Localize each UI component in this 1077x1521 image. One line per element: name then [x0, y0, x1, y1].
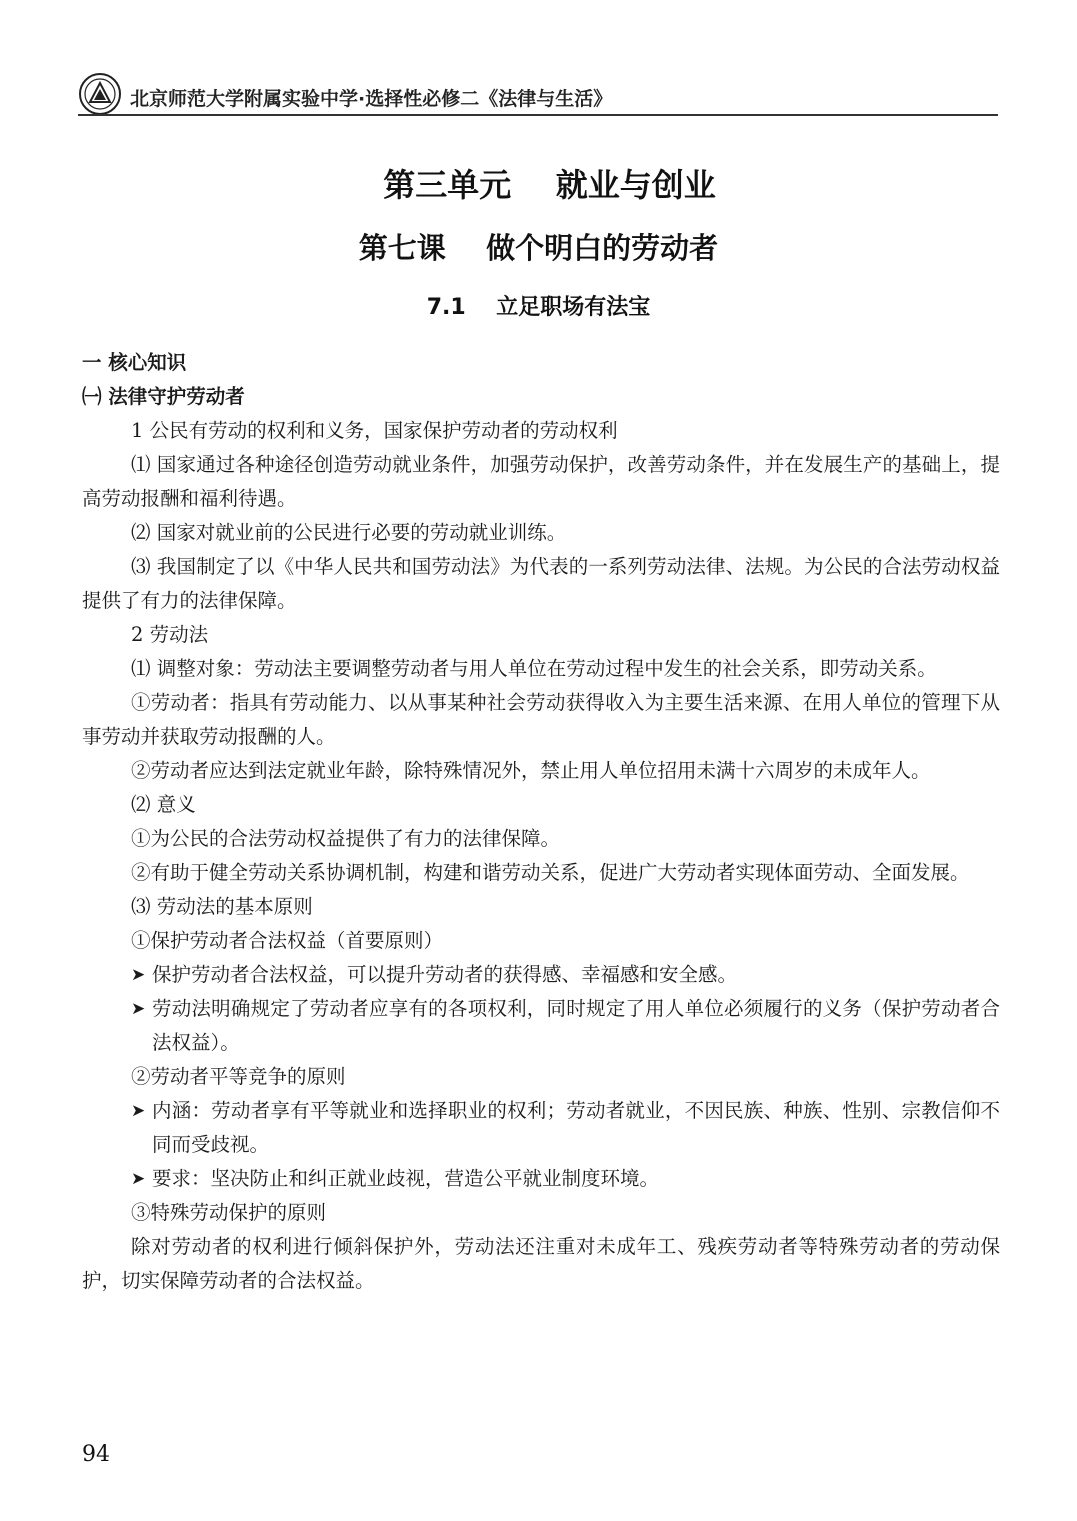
bullet-text: 内涵：劳动者享有平等就业和选择职业的权利；劳动者就业，不因民族、种族、性别、宗教信仰不同而受歧视。 — [152, 1099, 1000, 1156]
paragraph-1-1: ⑴ 国家通过各种途径创造劳动就业条件，加强劳动保护，改善劳动条件，并在发展生产的基础上，提高劳动报酬和福利待遇。 — [82, 453, 1000, 510]
page-content — [82, 346, 1000, 1298]
paragraph-last: 除对劳动者的权利进行倾斜保护外，劳动法还注重对未成年工、残疾劳动者等特殊劳动者的劳动保护，切实保障劳动者的合法权益。 — [82, 1235, 1000, 1292]
arrow-bullet-icon: ➤ — [131, 965, 146, 985]
heading-core-knowledge: 一 核心知识 — [82, 351, 187, 374]
heading-law-protects-workers: ㈠ 法律守护劳动者 — [82, 385, 245, 408]
item-1: 1 公民有劳动的权利和义务，国家保护劳动者的劳动权利 — [131, 419, 618, 442]
lesson-title: 第七课 做个明白的劳动者 — [358, 231, 719, 265]
bullet-item — [82, 1162, 1000, 1196]
bullet-item — [82, 958, 1000, 992]
paragraph-2-2b: ②有助于健全劳动关系协调机制，构建和谐劳动关系，促进广大劳动者实现体面劳动、全面发展。 — [131, 861, 970, 884]
principle-2: ②劳动者平等竞争的原则 — [131, 1065, 346, 1088]
header-title: 北京师范大学附属实验中学·选择性必修二《法律与生活》 — [130, 88, 613, 110]
item-2: 2 劳动法 — [131, 623, 209, 646]
header-rule — [78, 114, 998, 116]
paragraph-1-3: ⑶ 我国制定了以《中华人民共和国劳动法》为代表的一系列劳动法律、法规。为公民的合法劳动权益提供了有力的法律保障。 — [82, 555, 1000, 612]
paragraph-2-3: ⑶ 劳动法的基本原则 — [131, 895, 313, 918]
bullet-text: 要求：坚决防止和纠正就业歧视，营造公平就业制度环境。 — [152, 1167, 660, 1190]
bullet-item — [82, 992, 1000, 1060]
arrow-bullet-icon: ➤ — [131, 999, 146, 1019]
school-emblem-icon — [78, 72, 122, 116]
paragraph-2-1b: ②劳动者应达到法定就业年龄，除特殊情况外，禁止用人单位招用未满十六周岁的未成年人。 — [131, 759, 931, 782]
bullet-item — [82, 1094, 1000, 1162]
paragraph-1-2: ⑵ 国家对就业前的公民进行必要的劳动就业训练。 — [131, 521, 567, 544]
arrow-bullet-icon: ➤ — [131, 1101, 146, 1121]
bullet-text: 劳动法明确规定了劳动者应享有的各项权利，同时规定了用人单位必须履行的义务（保护劳动者合法权益）。 — [152, 997, 1000, 1054]
paragraph-2-2: ⑵ 意义 — [131, 793, 196, 816]
unit-title: 第三单元 就业与创业 — [383, 166, 716, 204]
arrow-bullet-icon: ➤ — [131, 1169, 146, 1189]
paragraph-2-1a: ①劳动者：指具有劳动能力、以从事某种社会劳动获得收入为主要生活来源、在用人单位的管理下从事劳动并获取劳动报酬的人。 — [82, 691, 1000, 748]
page-header — [78, 66, 998, 118]
principle-1: ①保护劳动者合法权益（首要原则） — [131, 929, 444, 952]
principle-3: ③特殊劳动保护的原则 — [131, 1201, 327, 1224]
page-number: 94 — [82, 1442, 110, 1467]
paragraph-2-2a: ①为公民的合法劳动权益提供了有力的法律保障。 — [131, 827, 561, 850]
bullet-text: 保护劳动者合法权益，可以提升劳动者的获得感、幸福感和安全感。 — [152, 963, 738, 986]
paragraph-2-1: ⑴ 调整对象：劳动法主要调整劳动者与用人单位在劳动过程中发生的社会关系，即劳动关系。 — [131, 657, 937, 680]
section-title: 7.1 立足职场有法宝 — [426, 295, 651, 320]
